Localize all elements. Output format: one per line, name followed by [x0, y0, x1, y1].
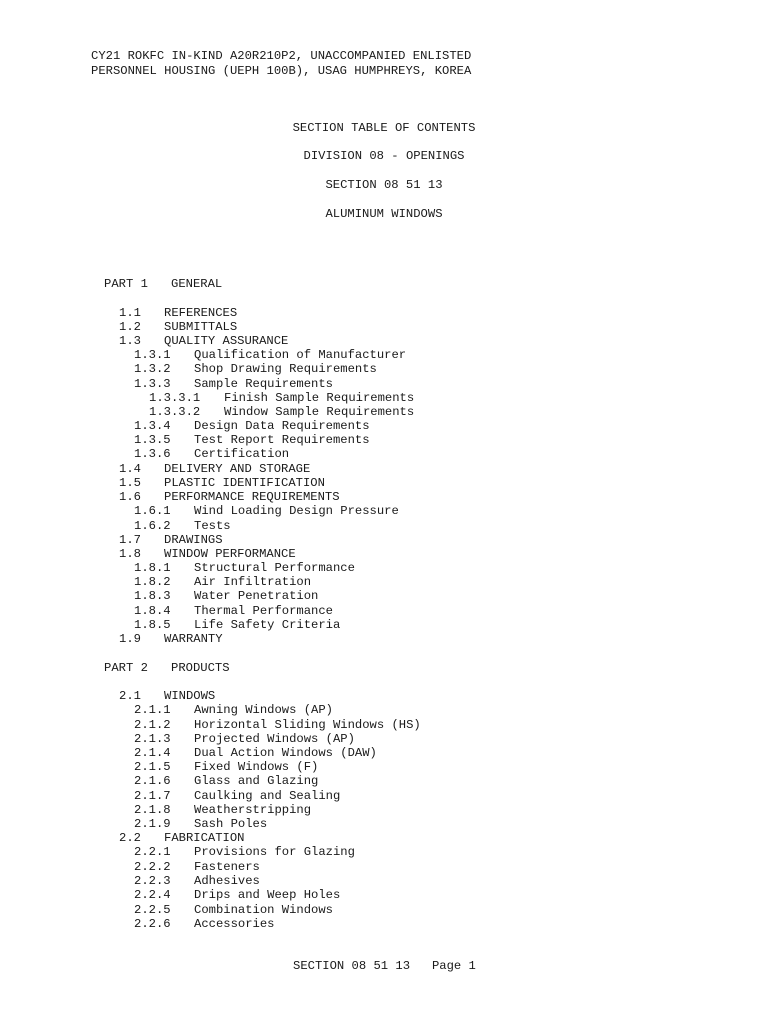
entry-number: 2.2.2: [134, 860, 171, 874]
entry-title: Qualification of Manufacturer: [194, 348, 407, 362]
entry-number: PART 2: [104, 661, 148, 675]
entry-number: 1.2: [119, 320, 141, 334]
entry-number: 2.2.4: [134, 888, 171, 902]
entry-title: Glass and Glazing: [194, 774, 319, 788]
entry-title: PERFORMANCE REQUIREMENTS: [164, 490, 340, 504]
entry-title: Horizontal Sliding Windows (HS): [194, 718, 421, 732]
entry-number: 1.8: [119, 547, 141, 561]
entry-number: 1.3.3.1: [149, 391, 201, 405]
entry-number: 1.8.4: [134, 604, 171, 618]
entry-number: 1.3.1: [134, 348, 171, 362]
entry-title: FABRICATION: [164, 831, 245, 845]
entry-title: Certification: [194, 447, 290, 461]
entry-title: Fixed Windows (F): [194, 760, 319, 774]
entry-number: 2.2.3: [134, 874, 171, 888]
entry-number: 2.2.5: [134, 903, 171, 917]
entry-title: WARRANTY: [164, 632, 223, 646]
entry-number: 1.7: [119, 533, 141, 547]
entry-number: 1.3.2: [134, 362, 171, 376]
project-title-line-1: CY21 ROKFC IN-KIND A20R210P2, UNACCOMPANIED ENLISTED: [91, 49, 472, 63]
toc-heading: SECTION TABLE OF CONTENTS: [292, 121, 476, 135]
entry-number: 2.2: [119, 831, 141, 845]
entry-number: 1.3.5: [134, 433, 171, 447]
entry-title: DELIVERY AND STORAGE: [164, 462, 311, 476]
entry-number: 2.1.3: [134, 732, 171, 746]
entry-number: 1.6.2: [134, 519, 171, 533]
entry-title: PRODUCTS: [171, 661, 230, 675]
entry-title: Shop Drawing Requirements: [194, 362, 377, 376]
entry-title: Design Data Requirements: [194, 419, 370, 433]
entry-number: 1.3.6: [134, 447, 171, 461]
entry-title: Sample Requirements: [194, 377, 333, 391]
entry-number: 2.1.9: [134, 817, 171, 831]
division-heading: DIVISION 08 - OPENINGS: [303, 149, 465, 163]
entry-number: 1.8.3: [134, 589, 171, 603]
page-footer: [293, 959, 476, 973]
entry-title: Caulking and Sealing: [194, 789, 341, 803]
entry-title: REFERENCES: [164, 306, 238, 320]
entry-number: 2.2.6: [134, 917, 171, 931]
entry-number: 1.9: [119, 632, 141, 646]
entry-title: Tests: [194, 519, 231, 533]
entry-title: Combination Windows: [194, 903, 333, 917]
entry-title: Dual Action Windows (DAW): [194, 746, 377, 760]
section-name-heading: ALUMINUM WINDOWS: [325, 207, 443, 221]
entry-number: 2.1.4: [134, 746, 171, 760]
entry-number: 1.3.3: [134, 377, 171, 391]
entry-number: 1.6.1: [134, 504, 171, 518]
entry-number: 2.2.1: [134, 845, 171, 859]
entry-title: Structural Performance: [194, 561, 355, 575]
entry-title: Sash Poles: [194, 817, 268, 831]
entry-title: PLASTIC IDENTIFICATION: [164, 476, 325, 490]
entry-title: QUALITY ASSURANCE: [164, 334, 289, 348]
entry-number: 2.1.6: [134, 774, 171, 788]
entry-title: Awning Windows (AP): [194, 703, 333, 717]
entry-title: WINDOWS: [164, 689, 216, 703]
entry-title: Water Penetration: [194, 589, 319, 603]
entry-title: Thermal Performance: [194, 604, 333, 618]
footer-section: SECTION 08 51 13: [293, 959, 411, 973]
entry-number: 2.1.5: [134, 760, 171, 774]
entry-title: Wind Loading Design Pressure: [194, 504, 399, 518]
entry-title: Finish Sample Requirements: [224, 391, 415, 405]
entry-title: Adhesives: [194, 874, 260, 888]
entry-title: WINDOW PERFORMANCE: [164, 547, 296, 561]
entry-title: DRAWINGS: [164, 533, 223, 547]
entry-title: Weatherstripping: [194, 803, 312, 817]
entry-number: 1.3.3.2: [149, 405, 201, 419]
entry-title: Projected Windows (AP): [194, 732, 355, 746]
entry-number: 2.1: [119, 689, 141, 703]
entry-title: Provisions for Glazing: [194, 845, 355, 859]
entry-title: Drips and Weep Holes: [194, 888, 341, 902]
entry-title: GENERAL: [171, 277, 223, 291]
entry-number: 1.6: [119, 490, 141, 504]
entry-number: 2.1.1: [134, 703, 171, 717]
entry-number: PART 1: [104, 277, 148, 291]
entry-title: Test Report Requirements: [194, 433, 370, 447]
entry-number: 2.1.2: [134, 718, 171, 732]
entry-number: 1.8.5: [134, 618, 171, 632]
entry-title: SUBMITTALS: [164, 320, 238, 334]
entry-number: 1.4: [119, 462, 141, 476]
entry-title: Fasteners: [194, 860, 260, 874]
entry-number: 1.8.1: [134, 561, 171, 575]
project-title-line-2: PERSONNEL HOUSING (UEPH 100B), USAG HUMPHREYS, KOREA: [91, 64, 472, 78]
entry-number: 1.8.2: [134, 575, 171, 589]
entry-title: Life Safety Criteria: [194, 618, 341, 632]
entry-title: Window Sample Requirements: [224, 405, 415, 419]
entry-number: 1.3.4: [134, 419, 171, 433]
entry-title: Air Infiltration: [194, 575, 312, 589]
footer-page-number: Page 1: [431, 959, 476, 973]
section-heading: SECTION 08 51 13: [325, 178, 443, 192]
entry-number: 1.3: [119, 334, 141, 348]
entry-number: 2.1.8: [134, 803, 171, 817]
entry-number: 1.5: [119, 476, 141, 490]
entry-title: Accessories: [194, 917, 275, 931]
entry-number: 2.1.7: [134, 789, 171, 803]
entry-number: 1.1: [119, 306, 141, 320]
